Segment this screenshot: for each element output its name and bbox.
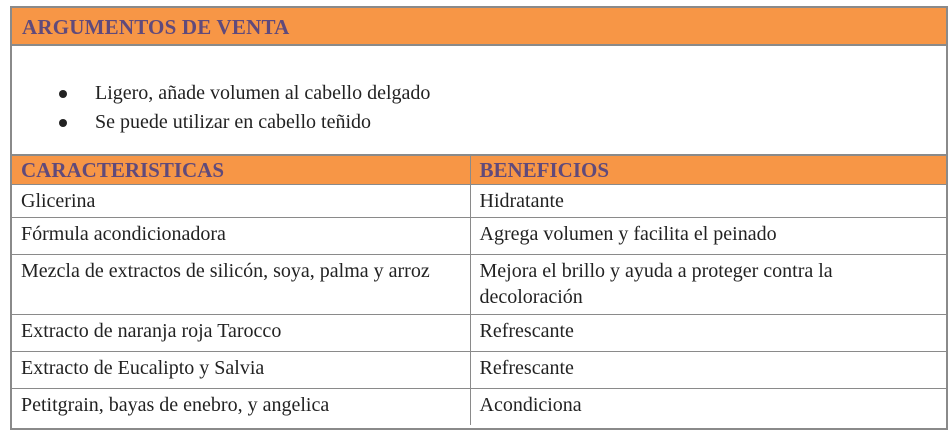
table-row xyxy=(12,255,946,315)
column-header-features: CARACTERISTICAS xyxy=(12,156,470,185)
benefit-cell: Refrescante xyxy=(470,352,946,389)
feature-cell: Extracto de naranja roja Tarocco xyxy=(12,315,470,352)
benefit-cell: Mejora el brillo y ayuda a proteger contra la decoloración xyxy=(470,255,946,315)
feature-cell: Petitgrain, bayas de enebro, y angelica xyxy=(12,389,470,426)
feature-cell: Fórmula acondicionadora xyxy=(12,218,470,255)
header-title: ARGUMENTOS DE VENTA xyxy=(22,15,290,39)
bullet-text: Ligero, añade volumen al cabello delgado xyxy=(95,82,431,104)
bullet-dot-icon xyxy=(59,119,67,127)
table-row xyxy=(12,315,946,352)
bullet-text: Se puede utilizar en cabello teñido xyxy=(95,111,372,133)
table-header-row xyxy=(12,156,946,185)
bullet-list xyxy=(56,79,430,137)
bullet-dot-icon xyxy=(59,90,67,98)
benefit-cell: Refrescante xyxy=(470,315,946,352)
benefit-cell: Hidratante xyxy=(470,185,946,218)
benefit-cell: Acondiciona xyxy=(470,389,946,426)
table-row xyxy=(12,352,946,389)
table-row xyxy=(12,185,946,218)
table-row xyxy=(12,389,946,426)
features-benefits-table xyxy=(12,156,946,425)
bullet-item xyxy=(56,79,430,108)
benefit-cell: Agrega volumen y facilita el peinado xyxy=(470,218,946,255)
column-header-benefits: BENEFICIOS xyxy=(470,156,946,185)
bullet-item xyxy=(56,108,430,137)
bullet-section xyxy=(12,46,946,156)
feature-cell: Glicerina xyxy=(12,185,470,218)
feature-cell: Mezcla de extractos de silicón, soya, palma y arroz xyxy=(12,255,470,315)
sales-arguments-table xyxy=(10,6,948,430)
feature-cell: Extracto de Eucalipto y Salvia xyxy=(12,352,470,389)
table-row xyxy=(12,218,946,255)
header-bar xyxy=(12,8,946,46)
